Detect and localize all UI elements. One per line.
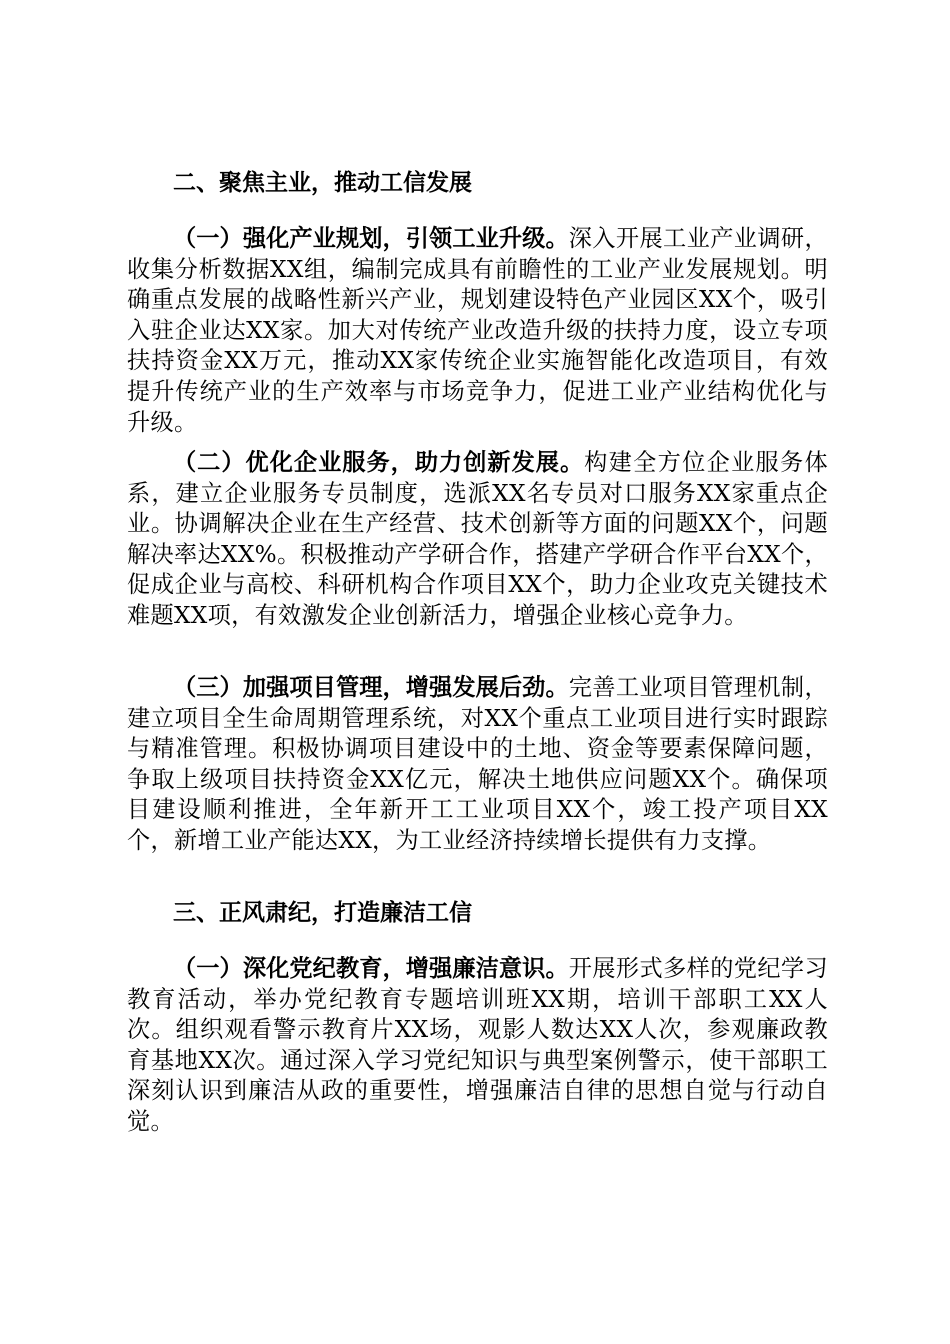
paragraph-3-1 [127, 954, 828, 1138]
paragraph-body: 构建全方位企业服务体系，建立企业服务专员制度，选派XX名专员对口服务XX家重点企业。协调解决企业在生产经营、技术创新等方面的问题XX个，问题解决率达XX%。积极推动产学研合作，搭建产学研合作平台XX个，促成企业与高校、科研机构合作项目XX个，助力企业攻克关键技术难题XX项，有效激发企业创新活力，增强企业核心竞争力。 [127, 449, 829, 629]
section-heading-2: 二、聚焦主业，推动工信发展 [173, 170, 472, 196]
paragraph-lead: （三）加强项目管理，增强发展后劲。 [173, 674, 569, 701]
paragraph-lead: （一）深化党纪教育，增强廉洁意识。 [173, 955, 569, 982]
paragraph-2-2 [127, 448, 828, 632]
paragraph-2-1 [127, 224, 828, 438]
paragraph-body: 开展形式多样的党纪学习教育活动，举办党纪教育专题培训班XX期，培训干部职工XX人次。组织观看警示教育片XX场，观影人数达XX人次，参观廉政教育基地XX次。通过深入学习党纪知识与典型案例警示，使干部职工深刻认识到廉洁从政的重要性，增强廉洁自律的思想自觉与行动自觉。 [127, 955, 828, 1135]
paragraph-lead: （一）强化产业规划，引领工业升级。 [173, 225, 569, 252]
section-heading-3: 三、正风肃纪，打造廉洁工信 [173, 900, 472, 926]
paragraph-lead: （二）优化企业服务，助力创新发展。 [173, 449, 585, 476]
paragraph-2-3 [127, 673, 828, 857]
paragraph-body: 完善工业项目管理机制，建立项目全生命周期管理系统，对XX个重点工业项目进行实时跟踪与精准管理。积极协调项目建设中的土地、资金等要素保障问题，争取上级项目扶持资金XX亿元，解决土地供应问题XX个。确保项目建设顺利推进，全年新开工工业项目XX个，竣工投产项目XX个，新增工业产能达XX，为工业经济持续增长提供有力支撑。 [127, 674, 828, 854]
document-page [127, 0, 828, 1344]
paragraph-body: 深入开展工业产业调研，收集分析数据XX组，编制完成具有前瞻性的工业产业发展规划。明确重点发展的战略性新兴产业，规划建设特色产业园区XX个，吸引入驻企业达XX家。加大对传统产业改造升级的扶持力度，设立专项扶持资金XX万元，推动XX家传统企业实施智能化改造项目，有效提升传统产业的生产效率与市场竞争力，促进工业产业结构优化与升级。 [127, 225, 828, 436]
